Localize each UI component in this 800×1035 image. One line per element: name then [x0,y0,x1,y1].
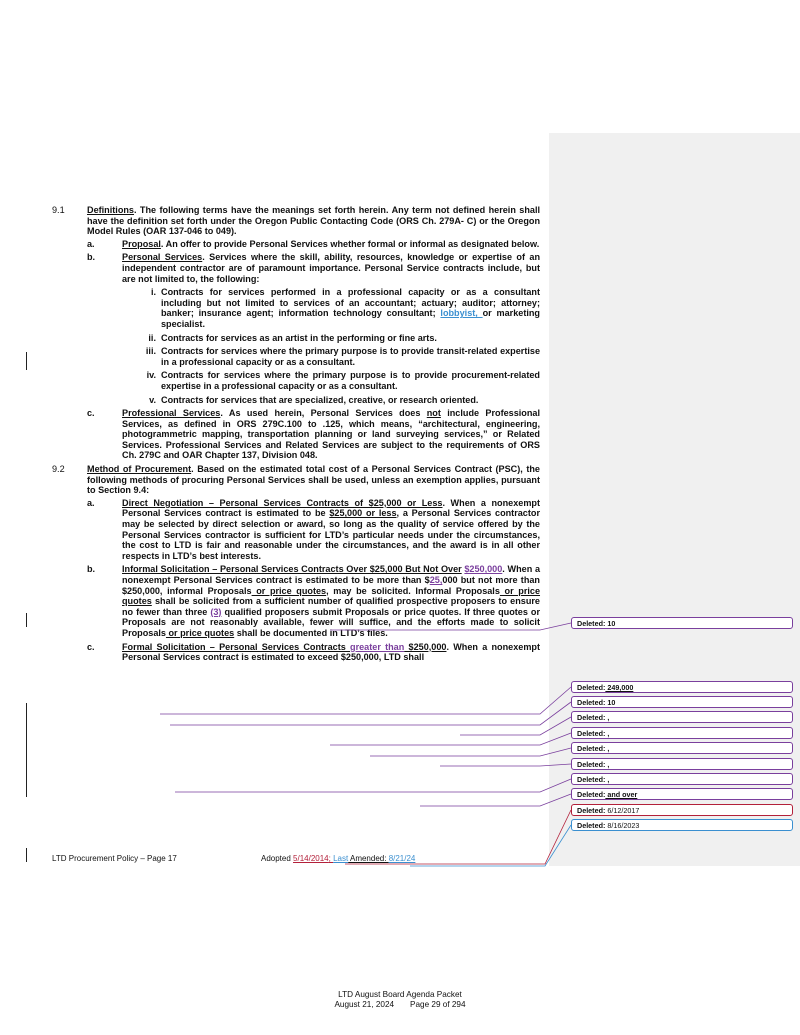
inserted-text: or price quotes [165,627,235,638]
packet-title: LTD August Board Agenda Packet [338,990,462,999]
item-text: shall be solicited from a sufficient number of qualified prospective proposers to ensure no fewer than three [122,596,540,617]
comment-balloon[interactable] [571,711,793,723]
connector-line [175,779,571,792]
comment-text: 10 [605,698,616,707]
list-item-b [52,252,540,284]
comment-balloon[interactable] [571,819,793,831]
section-title: Definitions [87,205,134,215]
section-text: . Based on the estimated total cost of a Personal Services Contract (PSC), the following methods of procuring Personal Services shall be used, unless an exemption applies, pursuant to Section 9.4: [87,464,540,496]
adopted-date: 5/14/2014 [293,854,329,863]
comment-label: Deleted: [577,698,606,707]
section-9-2 [52,464,540,496]
section-9-1 [52,205,540,237]
amended-date: 8/21/24 [388,854,416,863]
change-bar [26,613,27,627]
comment-text: , [605,744,610,753]
packet-page-info: August 21, 2024 Page 29 of 294 [334,1000,466,1009]
comment-label: Deleted: [577,775,606,784]
subitem-label: ii. [148,332,156,343]
inserted-text: lobbyist, [440,308,483,319]
comment-label: Deleted: [577,821,606,830]
policy-body [52,205,540,666]
comment-balloon[interactable] [571,727,793,739]
comment-balloon[interactable] [571,617,793,629]
subitem-text: Contracts for services where the primary purpose is to provide transit-related expertise in a professional capacity or as a consultant. [161,346,540,367]
subitem-ii [52,333,540,344]
item-text: . Services where the skill, ability, resources, knowledge or expertise of an independent contractor are of paramount importance. Personal Service contracts include, but are not limited to, the following: [122,252,541,284]
comment-balloon[interactable] [571,758,793,770]
item-title: Formal Solicitation – Personal Services Contracts [122,641,351,652]
subitem-v [52,395,540,406]
comment-label: Deleted: [577,619,606,628]
item-text: include Professional Services, as defined in ORS 279C.100 to .125, which means, “architectural, engineering, photogrammetric mapping, transportation planning or land surveying services,” or Related Services. Professional Services and Related Services are subject to the requirements of ORS Ch. 279C and OAR Chapter 137, Division 048. [122,408,540,461]
list-item-b [52,564,540,638]
section-number: 9.1 [52,205,65,215]
subitem-label: iii. [145,346,156,357]
item-label: a. [87,238,95,249]
connector-line [160,687,571,714]
item-text: qualified proposers submit Proposals or price quotes. If three quotes or Proposals are not reasonably available, fewer will suffice, and the efforts made to solicit Proposals [122,606,540,638]
change-bar [26,848,27,862]
item-label: b. [87,252,96,263]
connector-line [370,748,571,756]
inserted-text: (3) [210,606,222,617]
section-number: 9.2 [52,464,65,475]
list-item-a [52,498,540,562]
item-title: Professional Services [122,408,221,419]
item-label: c. [87,641,95,652]
section-text: . The following terms have the meanings set forth herein. Any term not defined herein shall have the definition set forth under the Oregon Public Contacting Code (ORS Ch. 279A- C) or the Oregon Model Rules (OAR 137-046 to 049). [87,205,540,237]
item-label: c. [87,408,95,419]
item-text: , a Personal Services contractor may be selected by direct selection or award, so long as the quality of service offered by the Personal Services contractor is sufficient for LTD’s particular needs under the circumstances, the cost to LTD is fair and reasonable under the circumstances, and the award is in all other respects in LTD’s best interests. [122,508,540,561]
comment-text: 8/16/2023 [605,821,640,830]
comment-balloon[interactable] [571,804,793,816]
list-item-c [52,642,540,663]
comment-text: , [605,729,610,738]
comment-label: Deleted: [577,806,606,815]
comment-text: 6/12/2017 [605,806,640,815]
comment-text: , [605,713,610,722]
item-text: . When a nonexempt Personal Services contract is estimated to be more than $ [122,564,540,585]
comment-text: , [605,760,610,769]
item-title: $250,000 [404,641,447,652]
comment-text: 10 [605,619,616,628]
comment-text: and over [605,790,638,799]
item-title: Direct Negotiation – Personal Services Contracts of $25,000 or Less [122,497,443,508]
emphasis-not: not [426,408,441,419]
item-text: shall be documented in LTD’s files. [234,627,388,638]
item-label: b. [87,564,96,575]
item-text: . When a nonexempt Personal Services contract is estimated to be [122,497,540,519]
adopted-label: Adopted [261,854,294,863]
subitem-text: Contracts for services performed in a professional capacity or as a consultant including but not limited to services of an accountant; actuary; auditor; attorney; banker; insurance agent; information technology consultant; [161,287,540,319]
comment-label: Deleted: [577,744,606,753]
connector-line [330,733,571,745]
separator: ; [328,854,334,863]
subitem-iv [52,370,540,391]
subitem-text: Contracts for services that are specialized, creative, or research oriented. [161,394,479,405]
comment-label: Deleted: [577,760,606,769]
subitem-label: i. [150,287,156,298]
amended-label: Amended: [348,854,389,863]
subitem-text: or marketing specialist. [161,308,540,329]
connector-line [410,825,571,866]
comment-label: Deleted: [577,729,606,738]
inserted-text: greater than [350,641,405,652]
footer-page-label: LTD Procurement Policy – Page 17 [52,854,177,863]
comment-text: 249,000 [605,683,634,692]
comment-balloon[interactable] [571,788,793,800]
change-bar [26,703,27,797]
subitem-i [52,287,540,329]
item-text: , may be solicited. Informal Proposals [326,585,500,596]
inserted-text: or price quotes [122,585,541,607]
inserted-text: $250,000 [464,564,503,575]
change-bar [26,352,27,370]
subitem-label: iv. [146,370,156,381]
item-text: . An offer to provide Personal Services whether formal or informal as designated below. [160,238,540,249]
item-text: 000 but not more than $250,000, informal Proposals [122,575,540,596]
item-text: . When a nonexempt Personal Services contract is estimated to exceed $250,000, LTD shall [122,641,540,663]
comment-balloon[interactable] [571,773,793,785]
inserted-text: 25, [429,575,443,585]
footer-adopted [261,854,415,863]
list-item-c [52,408,540,461]
subitem-label: v. [149,394,156,405]
subitem-text: Contracts for services where the primary purpose is to provide procurement-related expertise in a professional capacity or as a consultant. [161,370,540,391]
item-label: a. [87,497,95,508]
list-item-a [52,239,540,250]
item-title: Personal Services [122,252,203,263]
comment-balloon[interactable] [571,742,793,754]
comment-text: , [605,775,610,784]
comment-label: Deleted: [577,713,606,722]
comment-balloon[interactable] [571,681,793,693]
inserted-text: or price quotes [251,585,327,596]
subitem-text: Contracts for services as an artist in the performing or fine arts. [161,332,437,343]
comment-label: Deleted: [577,790,606,799]
last-label: Last [333,854,349,863]
comment-label: Deleted: [577,683,606,692]
item-title: Informal Solicitation – Personal Services Contracts Over $25,000 But Not Over [122,564,462,575]
comment-margin-panel [549,133,800,866]
section-title: Method of Procurement [87,464,192,475]
item-text: . As used herein, Personal Services does [220,408,427,419]
comment-balloon[interactable] [571,696,793,708]
item-title: Proposal [122,238,161,249]
subitem-iii [52,346,540,367]
connector-line [170,702,571,725]
inserted-text: $25,000 or less [329,508,397,519]
